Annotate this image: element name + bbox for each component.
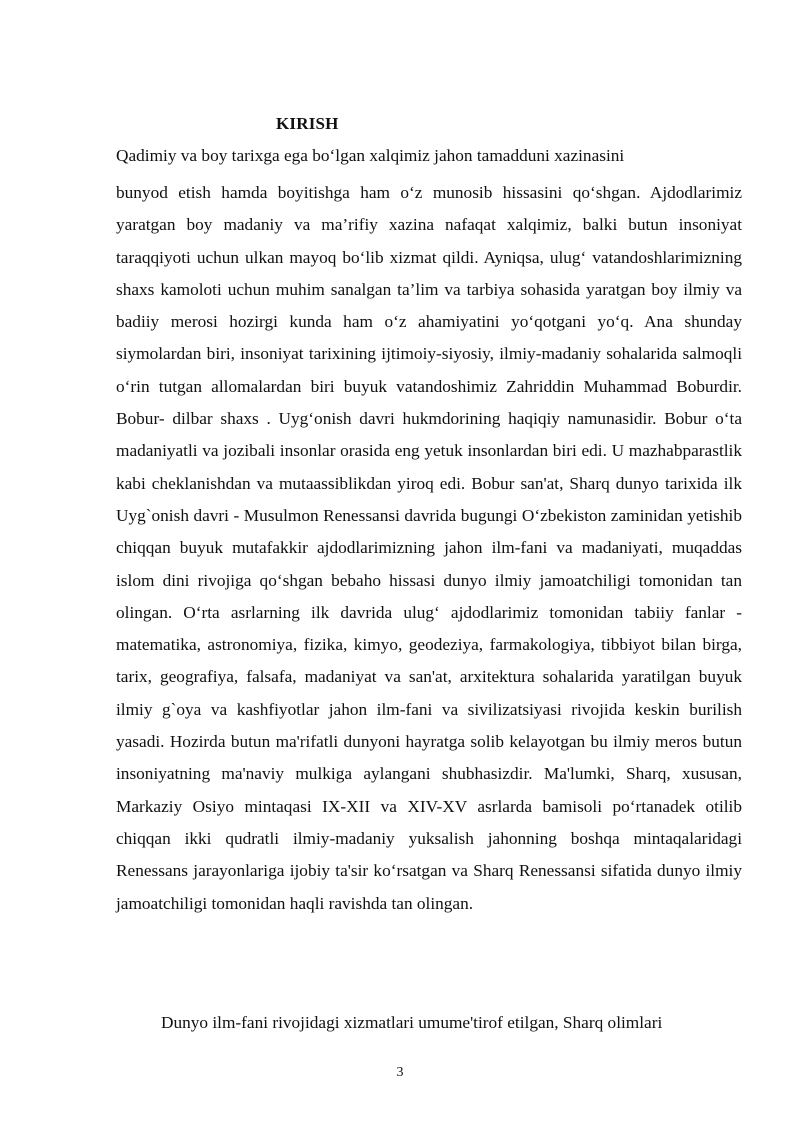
opening-line: Qadimiy va boy tarixga ega bo‘lgan xalqimiz jahon tamadduni xazinasini — [116, 146, 625, 165]
main-paragraph: bunyod etish hamda boyitishga ham o‘z munosib hissasini qo‘shgan. Ajdodlarimiz yaratgan boy madaniy va ma’rifiy xazina nafaqat xalqimiz, balki butun insoniyat taraqqiyoti uchun ulkan mayoq bo‘lib xizmat qildi. Ayniqsa, ulug‘ vatandoshlarimizning shaxs kamoloti uchun muhim sanalgan ta’lim va tarbiya sohasida yaratgan boy ilmiy va badiiy merosi hozirgi kunda ham o‘z ahamiyatini yo‘qotgani yo‘q. Ana shunday siymolardan biri, insoniyat tarixining ijtimoiy-siyosiy, ilmiy-madaniy sohalarida salmoqli o‘rin tutgan allomalardan biri buyuk vatandoshimiz Zahriddin Muhammad Boburdir. Bobur- dilbar shaxs . Uyg‘onish davri hukmdorining haqiqiy namunasidir. Bobur o‘ta madaniyatli va jozibali insonlar orasida eng yetuk insonlardan biri edi. U mazhabparastlik kabi cheklanishdan va mutaassiblikdan yiroq edi. Bobur san'at, Sharq dunyo tarixida ilk Uyg`onish davri - Musulmon Renessansi davrida bugungi O‘zbekiston zaminidan yetishib chiqqan buyuk mutafakkir ajdodlarimizning jahon ilm-fani va madaniyati, muqaddas islom dini rivojiga qo‘shgan bebaho hissasi dunyo ilmiy jamoatchiligi tomonidan tan olingan. O‘rta asrlarning ilk davrida ulug‘ ajdodlarimiz tomonidan tabiiy fanlar - matematika, astronomiya, fizika, kimyo, geodeziya, farmakologiya, tibbiyot bilan birga, tarix, geografiya, falsafa, madaniyat va san'at, arxitektura sohalarida yaratilgan buyuk ilmiy g`oya va kashfiyotlar jahon ilm-fani va sivilizatsiyasi rivojida keskin burilish yasadi. Hozirda butun ma'rifatli dunyoni hayratga solib kelayotgan bu ilmiy meros butun insoniyatning ma'naviy mulkiga aylangani shubhasizdir. Ma'lumki, Sharq, xususan, Markaziy Osiyo mintaqasi IX-XII va XIV-XV asrlarda bamisoli po‘rtanadek otilib chiqqan ikki qudratli ilmiy-madaniy yuksalish jahonning boshqa mintaqalaridagi Renessans jarayonlariga ijobiy ta'sir ko‘rsatgan va Sharq Renessansi sifatida dunyo ilmiy jamoatchiligi tomonidan haqli ravishda tan olingan. — [116, 183, 742, 913]
page-number: 3 — [396, 1065, 404, 1080]
next-paragraph-start: Dunyo ilm-fani rivojidagi xizmatlari umume'tirof etilgan, Sharq olimlari — [161, 1013, 663, 1032]
section-heading: KIRISH — [276, 114, 339, 133]
